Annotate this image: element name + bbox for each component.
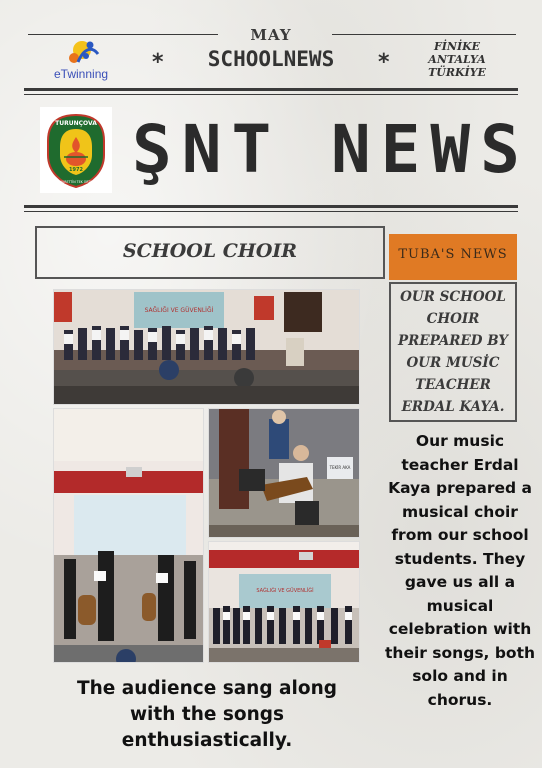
- etwinning-label: eTwinning: [54, 67, 109, 81]
- star-left: *: [152, 50, 164, 75]
- etwinning-icon: [52, 36, 124, 70]
- school-logo: [40, 107, 112, 193]
- article-body: Our music teacher Erdal Kaya prepared a musical choir from our school students. They gave us all a musical celebration with their songs, both solo and in chorus.: [385, 432, 536, 709]
- masthead-rule-2: [24, 211, 518, 212]
- section-headline-box: [35, 226, 385, 279]
- sidebar-box: [389, 282, 517, 422]
- location-block: [412, 40, 502, 79]
- issue-month: MAY: [250, 26, 292, 44]
- sidebar-label: TUBA'S NEWS: [398, 247, 508, 262]
- header-rule-1: [24, 88, 518, 91]
- header-top-rule-right: [332, 34, 516, 35]
- photo-students-singing: [53, 408, 204, 663]
- photo-teacher-guitar: [208, 408, 360, 538]
- photo-caption: The audience sang along with the songs enthusiastically.: [77, 678, 337, 751]
- location-province: ANTALYA: [428, 53, 486, 66]
- location-city: FİNİKE: [433, 40, 481, 53]
- masthead-rule-1: [24, 205, 518, 208]
- location-country: TÜRKİYE: [428, 66, 486, 79]
- photo-choir-wide: [208, 541, 360, 663]
- photo-banner-text-2: SAĞLIĞI VE GÜVENLİĞİ: [256, 588, 314, 594]
- header-top-rule: [28, 34, 218, 35]
- logo-year: 1972: [69, 167, 83, 173]
- etwinning-logo: [52, 36, 124, 82]
- logo-ring-text: ŞEHİT NURETTİN TEK ORTAOKULU: [49, 180, 103, 184]
- star-right: *: [378, 50, 390, 75]
- header-rule-2: [24, 94, 518, 95]
- sidebar-header: [389, 234, 517, 280]
- masthead-title: ŞNT NEWS: [132, 111, 530, 188]
- photo-sign-text: TEKİR AKA: [329, 465, 351, 470]
- section-title: SCHOOL CHOIR: [122, 240, 298, 262]
- paper-name: SCHOOLNEWS: [207, 47, 335, 71]
- logo-top-text: TURUNÇOVA: [55, 120, 97, 127]
- photo-choir-stage: [53, 289, 360, 405]
- photo-banner-text: SAĞLIĞI VE GÜVENLİĞİ: [144, 307, 214, 314]
- school-emblem-icon: [40, 107, 112, 193]
- sidebar-text: OUR SCHOOL CHOIR PREPARED BY OUR MUSİC TEACHER ERDAL KAYA.: [397, 289, 509, 415]
